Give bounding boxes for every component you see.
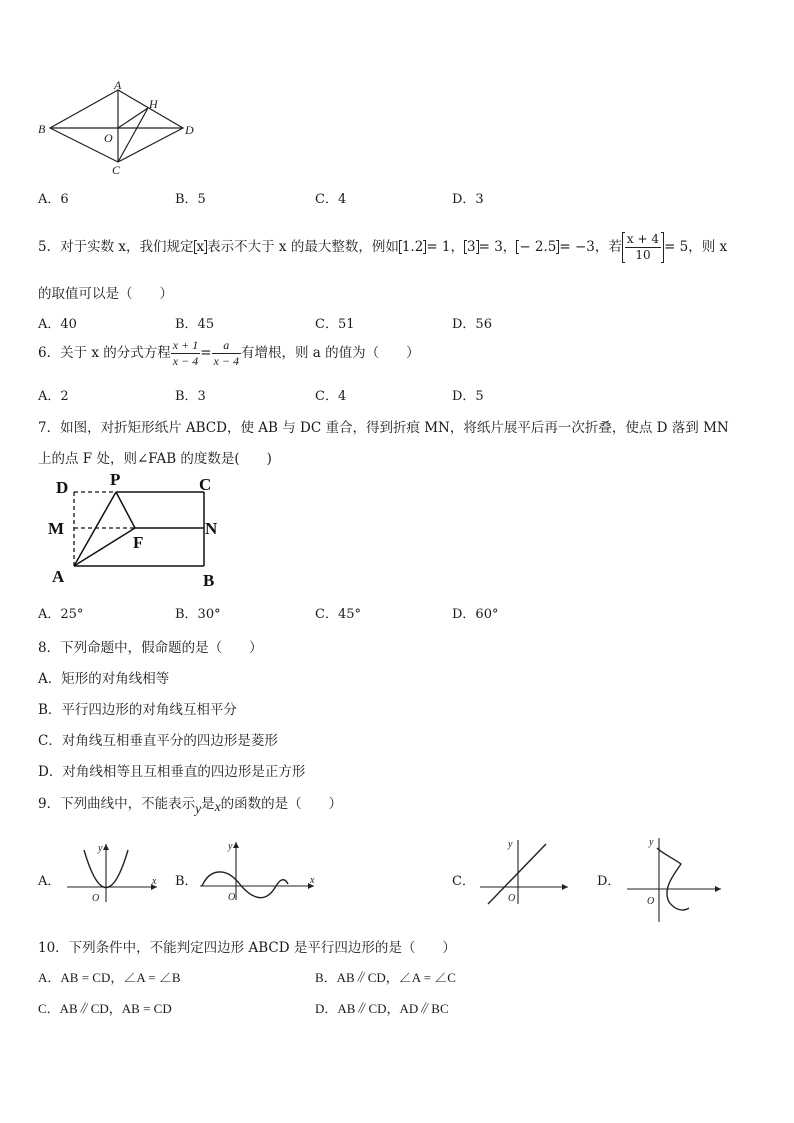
q10-stem: 10．下列条件中，不能判定四边形 ABCD 是平行四边形的是（ ）: [38, 940, 456, 956]
svg-text:y: y: [228, 841, 233, 852]
q5-text2: 表示不大于 x 的最大整数，例如: [207, 239, 399, 255]
q7-option-b[interactable]: B．30°: [175, 607, 221, 622]
label-m: M: [48, 519, 65, 538]
q5-option-b[interactable]: B．45: [175, 317, 215, 332]
svg-text:O: O: [508, 893, 516, 904]
q9-option-a-letter[interactable]: A．: [38, 874, 61, 889]
q5-stem-line1: [38, 232, 727, 263]
label-d: D: [56, 478, 69, 497]
svg-text:O: O: [92, 893, 100, 904]
q5-ex2-result: = 3，: [478, 239, 517, 255]
q4-option-b[interactable]: B．5: [175, 192, 206, 207]
q10-option-a[interactable]: A．AB = CD，∠A = ∠B: [38, 970, 181, 985]
q6-stem: [38, 338, 420, 369]
svg-text:x: x: [152, 876, 157, 887]
rhombus-outline: [50, 90, 183, 162]
q6-option-b[interactable]: B．3: [175, 389, 206, 404]
q5-option-d[interactable]: D．56: [452, 317, 492, 332]
label-f: F: [133, 533, 144, 552]
q9-option-c-letter[interactable]: C．: [452, 874, 475, 889]
graph-b-wave[interactable]: [196, 838, 321, 903]
q4-option-a[interactable]: A．6: [38, 192, 69, 207]
straight-line: [488, 844, 546, 904]
graph-a-parabola[interactable]: [62, 840, 162, 905]
q6-option-a[interactable]: A．2: [38, 389, 69, 404]
q8-option-d[interactable]: D．对角线相等且互相垂直的四边形是正方形: [38, 764, 306, 780]
graph-c-line[interactable]: [476, 834, 576, 906]
label-h: H: [149, 97, 158, 111]
q6-option-c[interactable]: C．4: [315, 389, 347, 404]
q5-text1: 对于实数 x，我们规定: [60, 239, 194, 255]
label-b: B: [203, 571, 215, 590]
q5-option-a[interactable]: A．40: [38, 317, 77, 332]
q9-stem: [38, 792, 343, 816]
label-c: C: [199, 475, 212, 494]
floor-bracket-ex2: 3: [464, 240, 479, 254]
q8-stem: 8．下列命题中，假命题的是（ ）: [38, 640, 263, 656]
label-a: A: [52, 567, 65, 586]
q8-option-b[interactable]: B．平行四边形的对角线互相平分: [38, 702, 237, 718]
q9-option-b-letter[interactable]: B．: [175, 874, 198, 889]
q6-fraction-left: $\frac{x + 1}{x - 4}$: [172, 338, 199, 368]
label-c: C: [112, 163, 121, 177]
q6-suffix: 有增根，则 a 的值为（ ）: [240, 345, 420, 361]
q4-option-d[interactable]: D．3: [452, 192, 484, 207]
floor-bracket-fraction: $\frac{x + 4}{10}$: [622, 232, 664, 263]
svg-text:O: O: [647, 896, 655, 907]
q6-option-d[interactable]: D．5: [452, 389, 484, 404]
segment-af: [74, 528, 135, 566]
q5-ex3-result: = −3，若: [559, 239, 622, 255]
q10-option-d[interactable]: D．AB∥CD，AD∥BC: [315, 1001, 449, 1016]
q9-stem-a: 9．下列曲线中，不能表示: [38, 796, 196, 812]
crease-ap: [74, 492, 116, 566]
non-function-curve: [657, 848, 689, 910]
label-b: B: [38, 122, 46, 136]
q7-option-d[interactable]: D．60°: [452, 607, 499, 622]
q9-stem-c: 的函数的是（ ）: [220, 796, 343, 812]
q8-option-a[interactable]: A．矩形的对角线相等: [38, 671, 170, 687]
q9-var-x: x: [214, 799, 221, 814]
svg-text:O: O: [228, 892, 236, 903]
svg-text:x: x: [310, 875, 315, 886]
svg-text:y: y: [508, 839, 513, 850]
wave-curve: [202, 872, 288, 898]
q5-option-c[interactable]: C．51: [315, 317, 355, 332]
rhombus-figure: [30, 78, 205, 178]
floor-bracket-ex3: − 2.5: [516, 240, 559, 254]
q9-option-d-letter[interactable]: D．: [597, 874, 621, 889]
segment-oh: [118, 108, 148, 128]
floor-bracket-ex1: 1.2: [399, 240, 426, 254]
q5-text3: = 5，则 x: [664, 239, 728, 255]
label-a: A: [114, 78, 122, 92]
segment-pf: [116, 492, 135, 528]
q6-equals: =: [200, 345, 212, 361]
floor-bracket-x: x: [194, 240, 208, 254]
q5-ex1-result: = 1，: [426, 239, 465, 255]
q9-stem-b: 是: [201, 796, 215, 812]
q7-option-a[interactable]: A．25°: [38, 607, 84, 622]
svg-text:y: y: [649, 837, 654, 848]
label-n: N: [205, 519, 218, 538]
q8-option-c[interactable]: C．对角线互相垂直平分的四边形是菱形: [38, 733, 278, 749]
q6-prefix: 6．关于 x 的分式方程: [38, 345, 171, 361]
rectangle-fold-figure: [40, 468, 240, 593]
svg-text:y: y: [98, 843, 103, 854]
q5-stem-line2: 的取值可以是（ ）: [38, 286, 173, 302]
q7-stem-line2: 上的点 F 处，则∠FAB 的度数是( ): [38, 451, 272, 467]
label-o: O: [104, 131, 113, 145]
q4-option-c[interactable]: C．4: [315, 192, 347, 207]
label-d: D: [185, 123, 194, 137]
q10-option-b[interactable]: B．AB∥CD，∠A = ∠C: [315, 970, 456, 985]
q10-option-c[interactable]: C．AB∥CD，AB = CD: [38, 1001, 172, 1016]
q7-option-c[interactable]: C．45°: [315, 607, 361, 622]
graph-d-curve[interactable]: [623, 832, 733, 924]
q9-var-y: y: [195, 801, 202, 816]
q6-fraction-right: $\frac{a}{x - 4}$: [213, 338, 239, 368]
label-p: P: [110, 470, 121, 489]
q7-stem-line1: 7．如图，对折矩形纸片 ABCD，使 AB 与 DC 重合，得到折痕 MN，将纸片展平后再一次折叠，使点 D 落到 MN: [38, 420, 729, 436]
q5-number: 5．: [38, 239, 61, 255]
